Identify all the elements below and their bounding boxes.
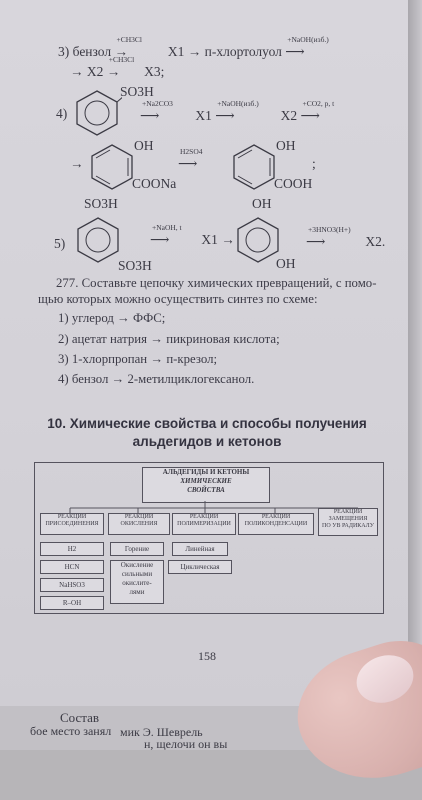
oh-label-2: OH: [276, 138, 296, 153]
addition-h2: H2: [40, 542, 104, 556]
so3h-label: SO3H: [120, 84, 154, 99]
reaction-5-number: 5): [54, 236, 66, 251]
category-substitution: РЕАКЦИИ ЗАМЕЩЕНИЯ ПО УВ РАДИКАЛУ: [318, 508, 378, 536]
semicolon: ;: [312, 156, 316, 171]
next-page-text: мик Э. Шеврель: [120, 725, 203, 739]
task-277-item: 1) углерод → ФФС;: [58, 311, 166, 325]
section-subtitle: альдегидов и кетонов: [132, 434, 282, 449]
next-page-strip: [0, 706, 310, 750]
benzene-ring-icon: [72, 88, 122, 138]
so3h-top: SO3H: [84, 196, 118, 211]
task-277-line2: щью которых можно осуществить синтез по схеме:: [38, 292, 318, 306]
oxidation-strong: Окисление сильными окислите- лями: [110, 560, 164, 604]
benzenedisulfonic-ring-icon: [72, 214, 124, 266]
reaction-5-end: +3HNO3(H+) ⟶ X2.: [306, 225, 386, 249]
addition-nahso3: NaHSO3: [40, 578, 104, 592]
category-oxidation: РЕАКЦИИ ОКИСЛЕНИЯ: [108, 513, 170, 535]
addition-roh: R–OH: [40, 596, 104, 610]
cooh-label: COOH: [274, 176, 313, 191]
reaction-3-line1: 3) бензол +CH3Cl → X1 → п-хлортолуол +NaOH(изб.) ⟶: [58, 44, 365, 60]
oh-bottom: OH: [276, 256, 296, 271]
arrow-ch3cl: +CH3Cl →: [114, 35, 142, 59]
next-page-text: н, щелочи он вы: [144, 737, 228, 750]
section-title: 10. Химические свойства и способы получения: [47, 416, 367, 431]
arrow-h2so4: H2SO4 ⟶: [178, 147, 203, 171]
salicylic-acid-ring-icon: [228, 142, 280, 192]
sodium-salicylate-ring-icon: [86, 142, 138, 192]
reaction-5-chain: +NaOH, t ⟶ X1 →: [150, 223, 235, 247]
task-277-line1: 277. Составьте цепочку химических превращений, с помо-: [56, 276, 377, 290]
polymerization-linear: Линейная: [172, 542, 228, 556]
addition-hcn: HCN: [40, 560, 104, 574]
task-277-item: 4) бензол → 2-метилциклогексанол.: [58, 372, 255, 386]
arrow-ch3cl-2: +CH3Cl →: [106, 55, 135, 79]
oh-label-1: OH: [134, 138, 154, 153]
polymerization-cyclic: Циклическая: [168, 560, 232, 574]
page-number: 158: [198, 649, 216, 663]
so3h-bottom: SO3H: [118, 258, 152, 273]
next-page-text: Состав: [60, 710, 100, 725]
arrow-into: →: [70, 156, 84, 171]
task-277-item: 2) ацетат натрия → пикриновая кислота;: [58, 332, 280, 346]
book-edge: [408, 0, 422, 750]
coona-label: COONa: [132, 176, 177, 191]
category-polycondensation: РЕАКЦИИ ПОЛИКОНДЕНСАЦИИ: [238, 513, 314, 535]
reaction-4-number: 4): [56, 106, 68, 121]
reaction-3-line2: → X2 +CH3Cl → X3;: [70, 55, 165, 79]
category-polymerization: РЕАКЦИИ ПОЛИМЕРИЗАЦИИ: [172, 513, 236, 535]
arrow-naoh: +NaOH(изб.) ⟶: [285, 35, 329, 59]
oh-top: OH: [252, 196, 272, 211]
next-page-text: бое место занял: [30, 724, 112, 738]
scheme-root: АЛЬДЕГИДЫ И КЕТОНЫ ХИМИЧЕСКИЕ СВОЙСТВА: [142, 467, 270, 503]
category-addition: РЕАКЦИИ ПРИСОЕДИНЕНИЯ: [40, 513, 104, 535]
task-277-item: 3) 1-хлорпропан → п-крезол;: [58, 352, 218, 366]
oxidation-combustion: Горение: [110, 542, 164, 556]
reaction-4-chain: +Na2CO3 ⟶ X1 +NaOH(изб.) ⟶ X2 +CO2, p, t ⟶: [140, 99, 335, 123]
